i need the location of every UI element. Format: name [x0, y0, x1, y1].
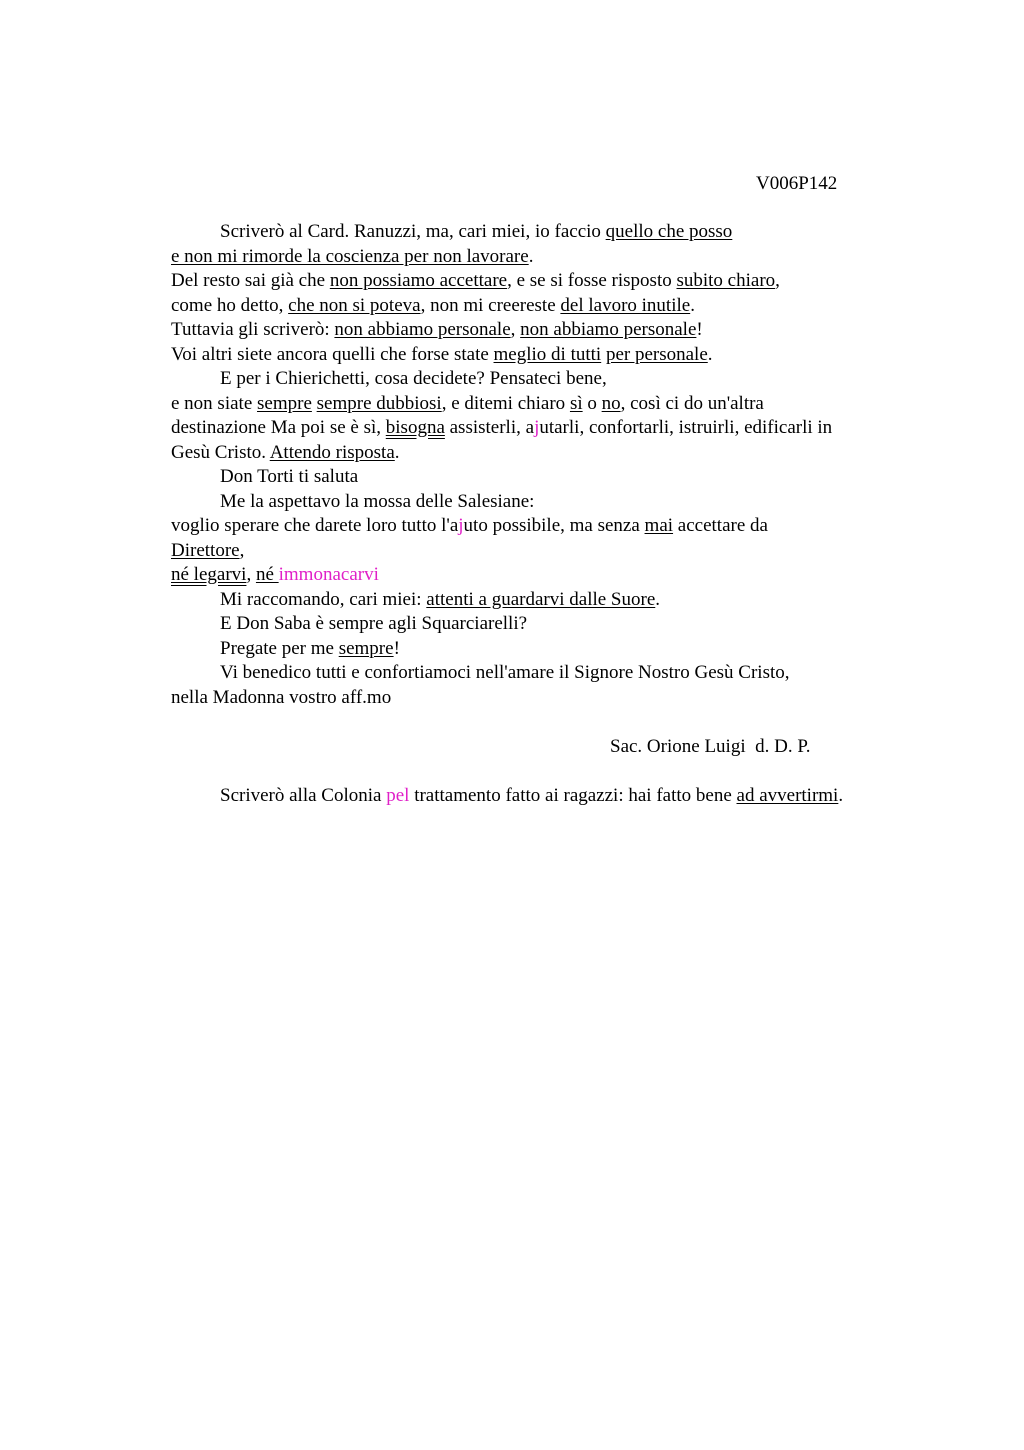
- text-run: Tuttavia gli scriverò:: [171, 319, 335, 340]
- letter-line: [171, 490, 911, 515]
- text-run: Vi benedico tutti e confortiamoci nell'amare il Signore Nostro Gesù Cristo,: [220, 662, 790, 683]
- text-run: E Don Saba è sempre agli Squarciarelli?: [220, 613, 528, 634]
- highlighted-text: j: [534, 417, 540, 438]
- underlined-text: mai: [644, 515, 674, 536]
- blank-line: [171, 759, 911, 784]
- text-run: !: [393, 637, 400, 659]
- text-run: destinazione Ma poi se è sì,: [171, 417, 386, 438]
- text-run: E per i Chierichetti, cosa decidete? Pensateci bene,: [220, 368, 607, 389]
- letter-line: [171, 637, 911, 662]
- highlighted-text: immonacarvi: [278, 564, 379, 585]
- text-run: Don Torti ti saluta: [220, 466, 359, 487]
- letter-line: [171, 294, 911, 319]
- letter-line: [171, 514, 911, 539]
- text-run: Gesù Cristo.: [171, 441, 270, 463]
- text-run: nella Madonna vostro aff.mo: [171, 686, 392, 708]
- letter-line: [171, 367, 911, 392]
- text-run: Pregate per me: [220, 637, 339, 659]
- text-run: ,: [246, 564, 256, 585]
- text-run: ,: [775, 270, 780, 291]
- letter-line: [171, 686, 911, 711]
- underlined-text: sempre: [338, 637, 394, 659]
- text-run: Mi raccomando, cari miei:: [220, 588, 427, 610]
- underlined-text: subito chiaro: [676, 270, 776, 291]
- underlined-text: non abbiamo personale: [334, 319, 511, 340]
- letter-line: [171, 563, 911, 588]
- underlined-text: del lavoro inutile: [560, 294, 691, 316]
- letter-line: [171, 343, 911, 368]
- underlined-text: né: [255, 564, 279, 585]
- underlined-text: meglio di tutti: [493, 343, 602, 365]
- text-run: come ho detto,: [171, 294, 289, 316]
- text-run: Scriverò alla Colonia: [220, 784, 387, 806]
- text-run: .: [394, 441, 400, 463]
- text-run: trattamento fatto ai ragazzi: hai fatto bene: [409, 784, 737, 806]
- underlined-text: né legarvi: [171, 564, 247, 585]
- text-run: ,: [510, 319, 521, 340]
- postscript-line: [171, 784, 911, 809]
- text-run: voglio sperare che darete loro tutto l'a: [171, 515, 459, 536]
- letter-line: [171, 661, 911, 686]
- underlined-text: non possiamo accettare: [329, 270, 508, 291]
- letter-line: [171, 245, 911, 270]
- letter-line: [171, 318, 911, 343]
- underlined-text: no: [601, 392, 621, 414]
- underlined-text: attenti a guardarvi dalle Suore: [426, 588, 656, 610]
- text-run: .: [655, 588, 661, 610]
- text-run: , non mi creereste: [420, 294, 561, 316]
- underlined-text: quello che posso: [605, 221, 733, 242]
- text-run: .: [690, 294, 695, 316]
- letter-line: [171, 441, 911, 466]
- text-run: Me la aspettavo la mossa delle Salesiane:: [220, 490, 535, 512]
- text-run: , così ci do un'altra: [620, 392, 764, 414]
- document-reference: V006P142: [756, 173, 838, 194]
- text-run: e non siate: [171, 392, 258, 414]
- text-run: ,: [239, 539, 245, 561]
- underlined-text: per personale: [605, 343, 708, 365]
- letter-line: [171, 612, 911, 637]
- letter-body: [171, 220, 911, 808]
- text-run: .: [838, 784, 844, 806]
- text-run: Scriverò al Card. Ranuzzi, ma, cari miei, io faccio: [220, 221, 606, 242]
- letter-line: [171, 269, 911, 294]
- underlined-text: ad avvertirmi: [736, 784, 839, 806]
- text-run: , e ditemi chiaro: [441, 392, 570, 414]
- letter-line: [171, 416, 911, 441]
- text-run: accettare da: [673, 515, 768, 536]
- text-run: Voi altri siete ancora quelli che forse state: [171, 343, 494, 365]
- highlighted-text: pel: [386, 784, 410, 806]
- text-run: !: [696, 319, 703, 340]
- underlined-text: che non si poteva: [288, 294, 421, 316]
- underlined-text: Direttore: [171, 539, 240, 561]
- underlined-text: sempre: [257, 392, 312, 414]
- text-run: o: [582, 392, 602, 414]
- text-run: assisterli, a: [444, 417, 535, 438]
- letter-line: [171, 465, 911, 490]
- underlined-text: bisogna: [385, 417, 445, 438]
- letter-line: [171, 392, 911, 417]
- underlined-text: non abbiamo personale: [520, 319, 697, 340]
- text-run: .: [707, 343, 713, 365]
- text-run: .: [528, 245, 534, 267]
- underlined-text: sì: [569, 392, 583, 414]
- underlined-text: sempre dubbiosi: [316, 392, 442, 414]
- text-run: , e se si fosse risposto: [507, 270, 677, 291]
- underlined-text: Attendo risposta: [269, 441, 395, 463]
- text-run: Del resto sai già che: [171, 270, 330, 291]
- letter-line: [171, 539, 911, 564]
- text-run: utarli, confortarli, istruirli, edificarli in: [539, 417, 833, 438]
- underlined-text: e non mi rimorde la coscienza per non lavorare: [171, 245, 529, 267]
- letter-line: [171, 588, 911, 613]
- blank-line: [171, 710, 911, 735]
- signature: Sac. Orione Luigi d. D. P.: [610, 735, 811, 757]
- text-run: uto possibile, ma senza: [463, 515, 645, 536]
- letter-line: [171, 220, 911, 245]
- highlighted-text: j: [458, 515, 464, 536]
